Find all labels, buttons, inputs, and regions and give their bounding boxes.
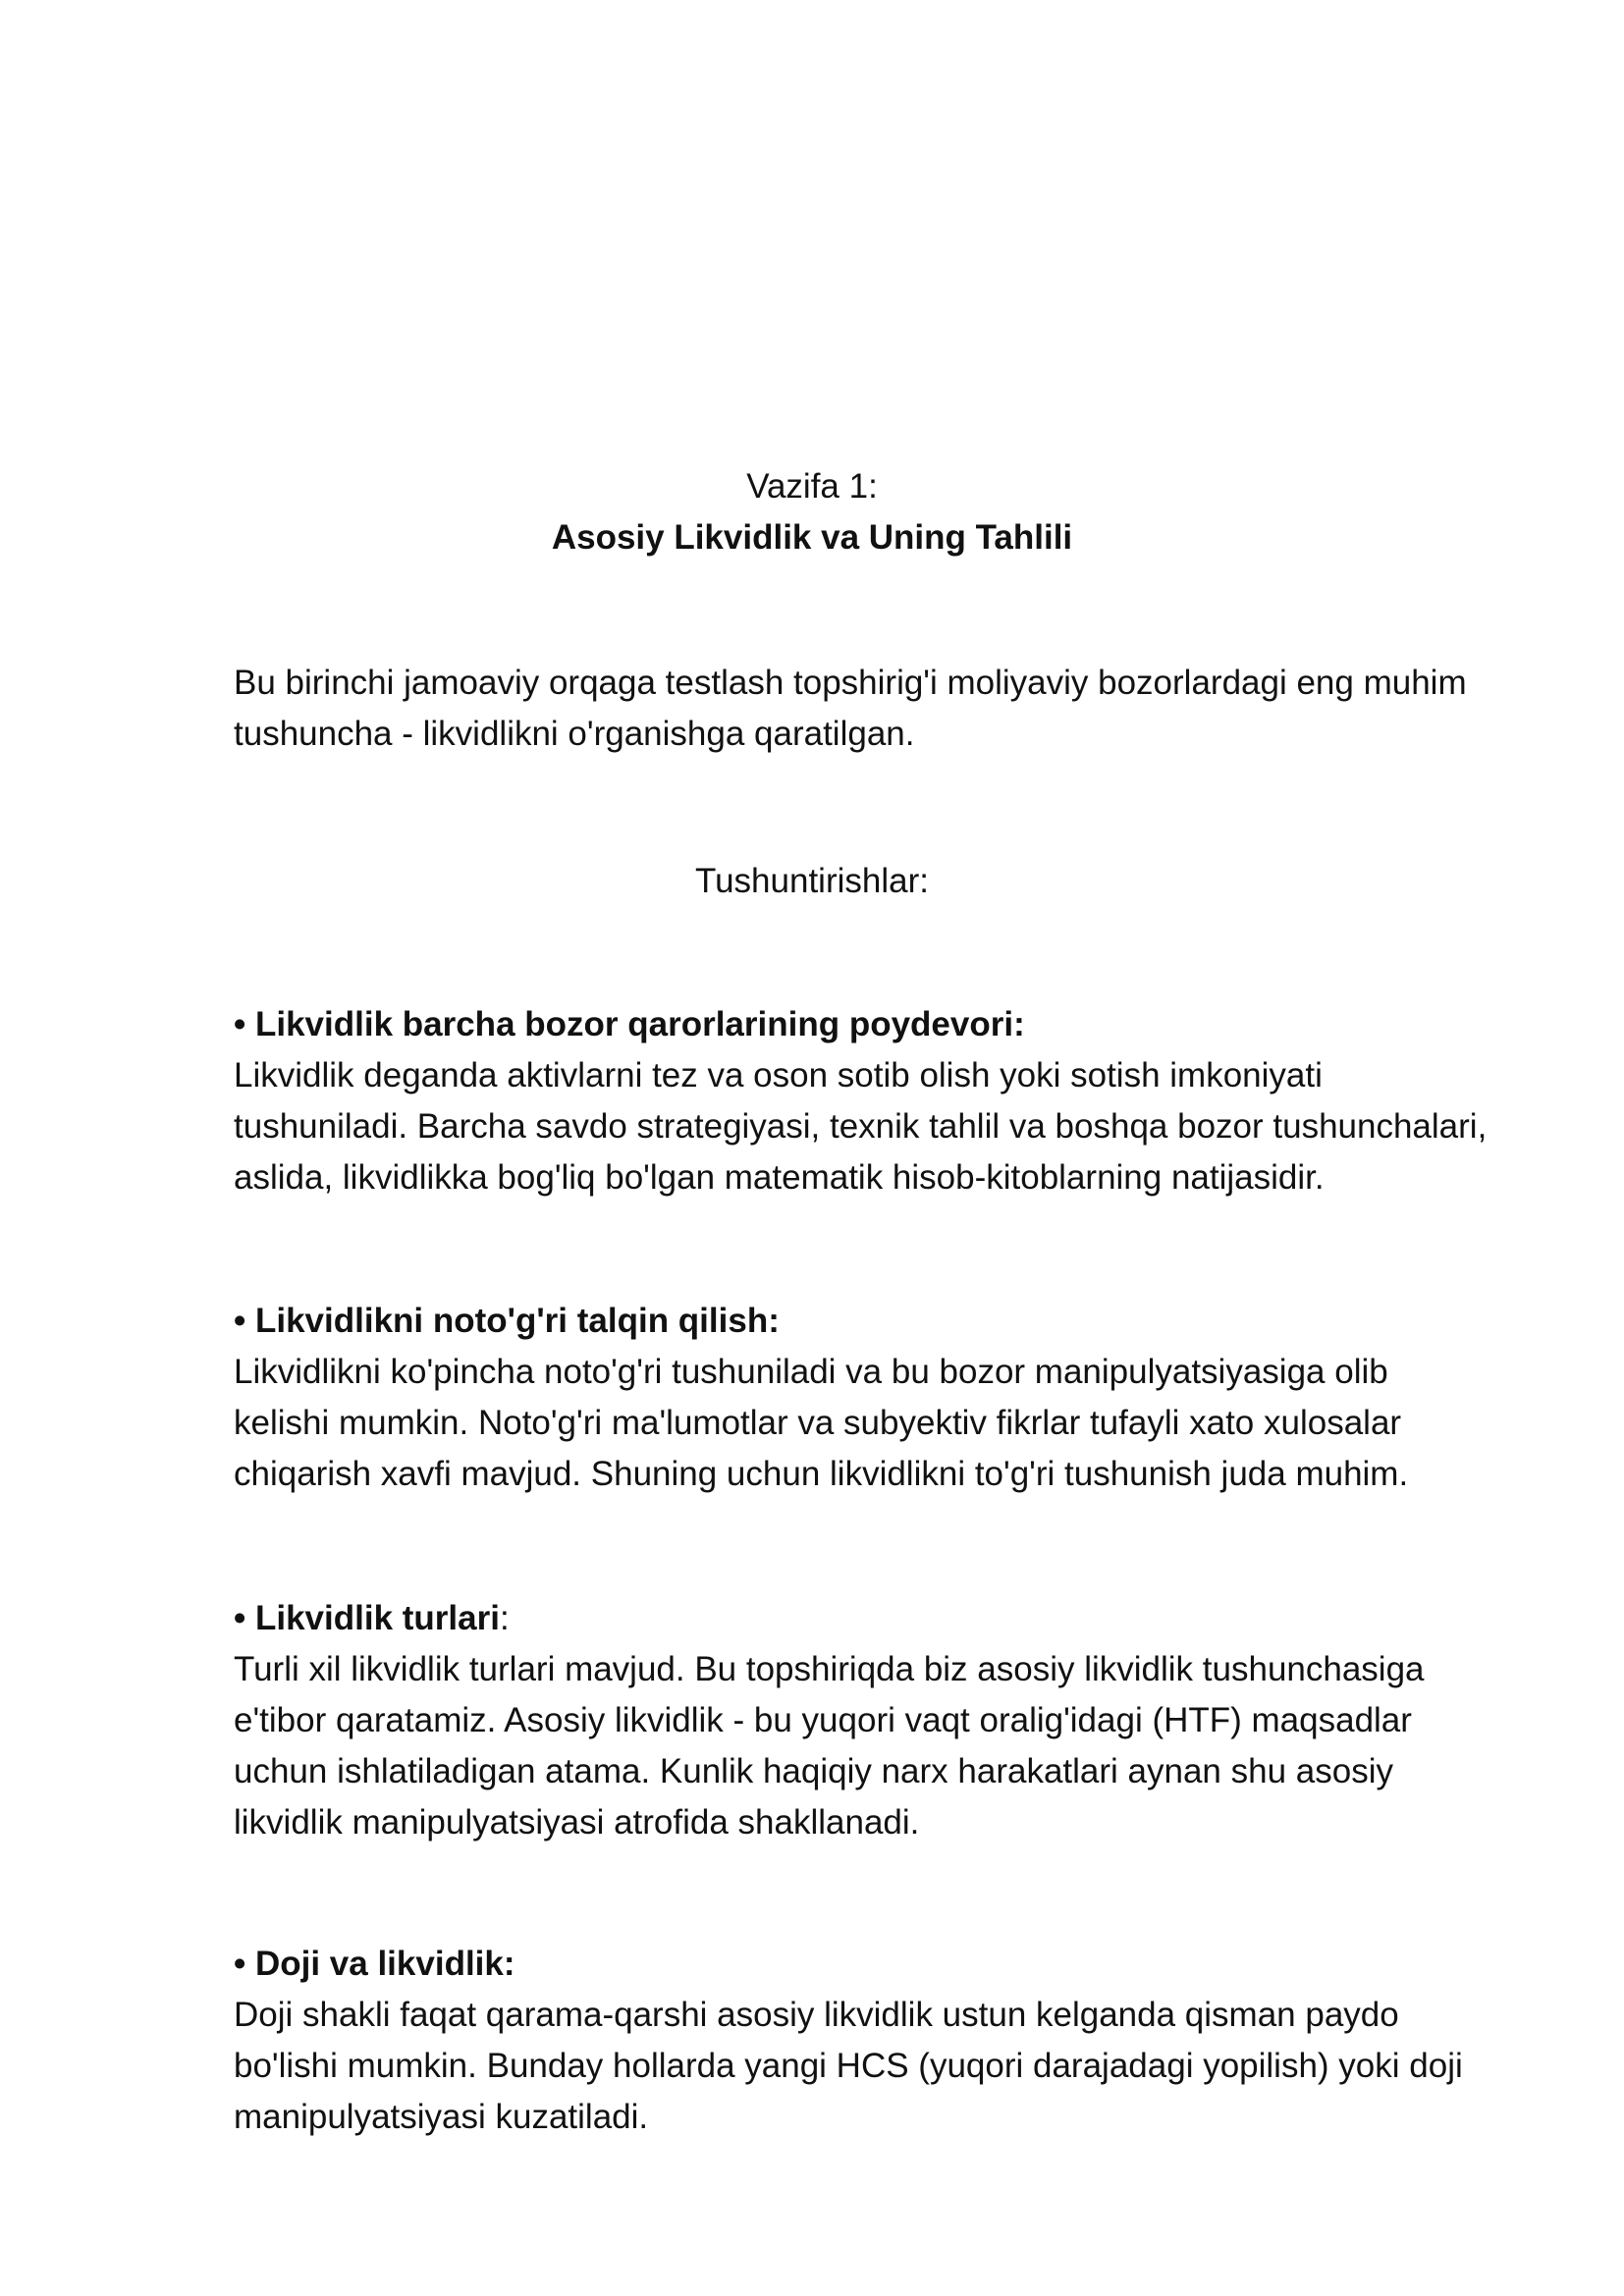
item-line: manipulyatsiyasi kuzatiladi. xyxy=(234,2098,649,2136)
intro-line: Bu birinchi jamoaviy orqaga testlash topshirig'i moliyaviy bozorlardagi eng muhim xyxy=(234,664,1467,702)
item-heading: • Likvidlikni noto'g'ri talqin qilish: xyxy=(234,1302,780,1340)
item-line: aslida, likvidlikka bog'liq bo'lgan matematik hisob-kitoblarning natijasidir. xyxy=(234,1158,1325,1197)
intro-paragraph xyxy=(234,658,1549,760)
item-heading: • Likvidlik turlari: xyxy=(234,1599,510,1637)
item-line: bo'lishi mumkin. Bunday hollarda yangi HCS (yuqori darajadagi yopilish) yoki doji xyxy=(234,2047,1463,2085)
item-line: kelishi mumkin. Noto'g'ri ma'lumotlar va subyektiv fikrlar tufayli xato xulosalar xyxy=(234,1404,1402,1442)
item-line: chiqarish xavfi mavjud. Shuning uchun likvidlikni to'g'ri tushunish juda muhim. xyxy=(234,1455,1409,1493)
document-title: Asosiy Likvidlik va Uning Tahlili xyxy=(551,518,1073,557)
item-line: Turli xil likvidlik turlari mavjud. Bu topshiriqda biz asosiy likvidlik tushunchasiga xyxy=(234,1650,1425,1688)
item-line: Doji shakli faqat qarama-qarshi asosiy likvidlik ustun kelganda qisman paydo xyxy=(234,1996,1399,2034)
explanation-item xyxy=(234,999,1549,1203)
explanation-item xyxy=(234,1939,1549,2143)
item-line: Likvidlikni ko'pincha noto'g'ri tushuniladi va bu bozor manipulyatsiyasiga olib xyxy=(234,1353,1388,1391)
explanation-item xyxy=(234,1296,1549,1500)
section-heading: Tushuntirishlar: xyxy=(695,862,929,900)
item-line: e'tibor qaratamiz. Asosiy likvidlik - bu yuqori vaqt oralig'idagi (HTF) maqsadlar xyxy=(234,1701,1412,1739)
item-heading: • Likvidlik barcha bozor qarorlarining poydevori: xyxy=(234,1005,1025,1043)
item-heading: • Doji va likvidlik: xyxy=(234,1945,515,1983)
task-label: Vazifa 1: xyxy=(746,467,878,506)
item-line: tushuniladi. Barcha savdo strategiyasi, texnik tahlil va boshqa bozor tushunchalari, xyxy=(234,1107,1488,1146)
intro-line: tushuncha - likvidlikni o'rganishga qaratilgan. xyxy=(234,715,915,753)
item-line: uchun ishlatiladigan atama. Kunlik haqiqiy narx harakatlari aynan shu asosiy xyxy=(234,1752,1393,1790)
item-line: likvidlik manipulyatsiyasi atrofida shakllanadi. xyxy=(234,1803,920,1842)
item-line: Likvidlik deganda aktivlarni tez va oson sotib olish yoki sotish imkoniyati xyxy=(234,1056,1323,1095)
explanation-item xyxy=(234,1593,1549,1848)
